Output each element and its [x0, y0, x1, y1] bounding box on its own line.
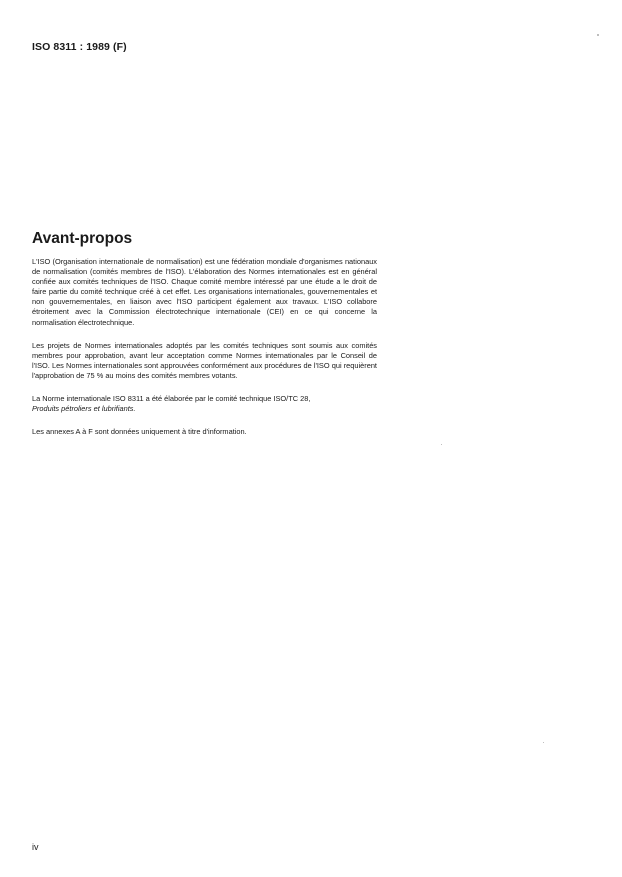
scan-speck — [543, 742, 544, 743]
paragraph-iso-description: L'ISO (Organisation internationale de normalisation) est une fédération mondiale d'organismes nationaux de normalisation (comités membres de l'ISO). L'élaboration des Normes internationales est en général confiée aux comités techniques de l'ISO. Chaque comité membre intéressé par une étude a le droit de faire partie du comité technique créé à cet effet. Les organisations internationales, gouvernementales et non gouvernementales, en liaison avec l'ISO participent également aux travaux. L'ISO collabore étroitement avec la Commission électrotechnique internationale (CEI) en ce qui concerne la normalisation électrotechnique. — [32, 257, 377, 327]
standard-reference-header: ISO 8311 : 1989 (F) — [32, 41, 127, 53]
scan-speck — [441, 444, 442, 445]
paragraph-committee — [32, 394, 377, 414]
paragraph-annexes: Les annexes A à F sont données uniquement à titre d'information. — [32, 427, 247, 437]
page-number: iv — [32, 842, 39, 852]
scan-speck — [597, 34, 599, 36]
committee-text: La Norme internationale ISO 8311 a été élaborée par le comité technique ISO/TC 28, — [32, 394, 311, 404]
committee-name: Produits pétroliers et lubrifiants. — [32, 404, 136, 414]
foreword-body — [32, 257, 377, 450]
paragraph-approval-process: Les projets de Normes internationales adoptés par les comités techniques sont soumis aux comités membres pour approbation, avant leur acceptation comme Normes internationales par le Conseil de l'ISO. Les Normes internationales sont approuvées conformément aux procédures de l'ISO qui requièrent l'approbation de 75 % au moins des comités membres votants. — [32, 340, 377, 380]
section-title: Avant-propos — [32, 230, 133, 247]
